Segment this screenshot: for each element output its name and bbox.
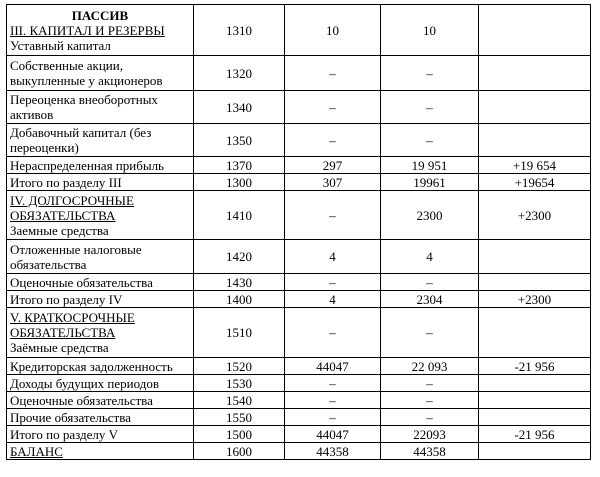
row-value-end: – [381, 274, 479, 291]
row-value-end: – [381, 308, 479, 358]
row-code: 1500 [194, 426, 285, 443]
row-change [479, 409, 591, 426]
row-name: Переоценка внеоборотных активов [7, 91, 194, 124]
table-row [7, 274, 591, 291]
row-name: Добавочный капитал (без переоценки) [7, 124, 194, 157]
row-change [479, 5, 591, 56]
row-change: +19 654 [479, 157, 591, 174]
row-value-start: 4 [285, 291, 381, 308]
row-name-text: Заёмные средства [10, 340, 109, 355]
row-change [479, 392, 591, 409]
table-row [7, 291, 591, 308]
row-code: 1430 [194, 274, 285, 291]
row-code: 1310 [194, 5, 285, 56]
row-value-end: 19961 [381, 174, 479, 191]
table-row [7, 124, 591, 157]
row-name: Оценочные обязательства [7, 392, 194, 409]
row-code: 1510 [194, 308, 285, 358]
row-value-start: 10 [285, 5, 381, 56]
table-row [7, 392, 591, 409]
row-code: 1530 [194, 375, 285, 392]
row-value-start: – [285, 375, 381, 392]
row-value-end: – [381, 409, 479, 426]
row-value-start: 297 [285, 157, 381, 174]
row-name [7, 308, 194, 358]
section-iv-title: IV. ДОЛГОСРОЧНЫЕ ОБЯЗАТЕЛЬСТВА [10, 192, 134, 223]
table-row [7, 375, 591, 392]
row-change: +19654 [479, 174, 591, 191]
row-code: 1300 [194, 174, 285, 191]
row-name: Кредиторская задолженность [7, 358, 194, 375]
row-change [479, 91, 591, 124]
row-value-end: 19 951 [381, 157, 479, 174]
row-name [7, 191, 194, 240]
row-value-end: 22 093 [381, 358, 479, 375]
row-name: Собственные акции, выкупленные у акционеров [7, 56, 194, 91]
row-change [479, 274, 591, 291]
row-change [479, 124, 591, 157]
row-code: 1600 [194, 443, 285, 460]
balance-sheet-liabilities [6, 4, 591, 460]
row-code: 1540 [194, 392, 285, 409]
row-change: +2300 [479, 291, 591, 308]
liabilities-table [6, 4, 591, 460]
row-change [479, 240, 591, 274]
row-name: Отложенные налоговые обязательства [7, 240, 194, 274]
table-row-balance [7, 443, 591, 460]
row-code: 1550 [194, 409, 285, 426]
row-value-end: 10 [381, 5, 479, 56]
table-row [7, 191, 591, 240]
row-value-start: 44047 [285, 358, 381, 375]
row-code: 1520 [194, 358, 285, 375]
row-value-end: 2300 [381, 191, 479, 240]
row-name: Итого по разделу V [7, 426, 194, 443]
row-code: 1370 [194, 157, 285, 174]
row-value-start: 307 [285, 174, 381, 191]
table-row [7, 426, 591, 443]
row-value-start: – [285, 91, 381, 124]
row-value-start: – [285, 308, 381, 358]
section-v-title: V. КРАТКОСРОЧНЫЕ ОБЯЗАТЕЛЬСТВА [10, 310, 135, 340]
row-change [479, 443, 591, 460]
row-change: +2300 [479, 191, 591, 240]
row-name: БАЛАНС [7, 443, 194, 460]
row-code: 1340 [194, 91, 285, 124]
table-row [7, 358, 591, 375]
header-passive: ПАССИВ [71, 7, 129, 23]
row-value-start: – [285, 191, 381, 240]
row-value-end: 22093 [381, 426, 479, 443]
row-change [479, 375, 591, 392]
table-row [7, 56, 591, 91]
row-code: 1320 [194, 56, 285, 91]
row-value-end: – [381, 56, 479, 91]
row-name-text: Уставный капитал [10, 37, 111, 53]
row-change [479, 308, 591, 358]
row-value-start: – [285, 409, 381, 426]
row-name: Прочие обязательства [7, 409, 194, 426]
row-value-start: – [285, 124, 381, 157]
section-iii-title: III. КАПИТАЛ И РЕЗЕРВЫ [10, 22, 165, 38]
row-name-text: Заемные средства [10, 222, 109, 238]
row-code: 1400 [194, 291, 285, 308]
table-row [7, 174, 591, 191]
table-row [7, 5, 591, 56]
row-value-end: 4 [381, 240, 479, 274]
row-name: Доходы будущих периодов [7, 375, 194, 392]
table-row [7, 157, 591, 174]
row-value-start: 44047 [285, 426, 381, 443]
row-value-end: 2304 [381, 291, 479, 308]
row-code: 1350 [194, 124, 285, 157]
row-name: Оценочные обязательства [7, 274, 194, 291]
row-value-end: 44358 [381, 443, 479, 460]
row-code: 1420 [194, 240, 285, 274]
row-change: -21 956 [479, 426, 591, 443]
row-change: -21 956 [479, 358, 591, 375]
row-name: Нераспределенная прибыль [7, 157, 194, 174]
table-row [7, 91, 591, 124]
table-row [7, 409, 591, 426]
row-name: Итого по разделу III [7, 174, 194, 191]
row-value-end: – [381, 124, 479, 157]
table-row [7, 240, 591, 274]
row-value-start: 44358 [285, 443, 381, 460]
table-row [7, 308, 591, 358]
row-value-start: – [285, 274, 381, 291]
row-name [7, 5, 194, 56]
row-name: Итого по разделу IV [7, 291, 194, 308]
row-value-start: 4 [285, 240, 381, 274]
row-value-start: – [285, 392, 381, 409]
row-value-start: – [285, 56, 381, 91]
row-change [479, 56, 591, 91]
row-value-end: – [381, 91, 479, 124]
row-code: 1410 [194, 191, 285, 240]
row-value-end: – [381, 375, 479, 392]
row-value-end: – [381, 392, 479, 409]
